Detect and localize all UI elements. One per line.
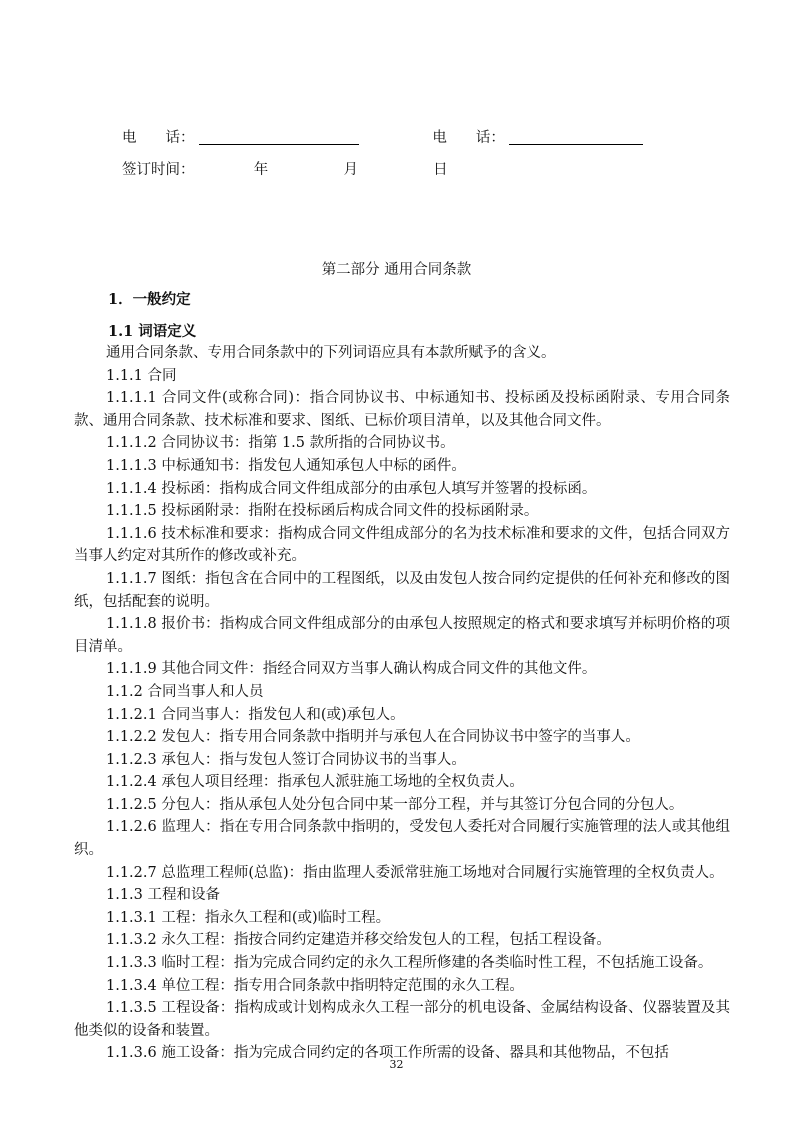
clause-paragraph: 1.1.1.8 报价书：指构成合同文件组成部分的由承包人按照规定的格式和要求填写并标明价格的项目清单。 — [74, 616, 730, 655]
clause-paragraph: 1.1.2.4 承包人项目经理：指承包人派驻施工场地的全权负责人。 — [106, 774, 524, 791]
clause-paragraph: 1.1.3.6 施工设备：指为完成合同约定的各项工作所需的设备、器具和其他物品，不包括 — [106, 1045, 669, 1062]
clause-paragraph: 通用合同条款、专用合同条款中的下列词语应具有本款所赋予的含义。 — [106, 345, 556, 361]
clause-paragraph: 1.1.1.6 技术标准和要求：指构成合同文件组成部分的名为技术标准和要求的文件，包括合同双方当事人约定对其所作的修改或补充。 — [74, 525, 730, 565]
clause-paragraph: 1.1.2 合同当事人和人员 — [106, 683, 264, 700]
month-label: 月 — [343, 162, 358, 178]
sign-date-label: 签订时间： — [122, 162, 195, 178]
clause-paragraph: 1.1.1.3 中标通知书：指发包人通知承包人中标的函件。 — [106, 457, 466, 474]
clause-paragraph: 1.1.3.4 单位工程：指专用合同条款中指明特定范围的永久工程。 — [106, 977, 524, 994]
clause-paragraph: 1.1.1.2 合同协议书：指第 1.5 款所指的合同协议书。 — [106, 435, 455, 452]
clause-paragraph: 1.1.2.3 承包人：指与发包人签订合同协议书的当事人。 — [106, 751, 466, 768]
clause-paragraph: 1.1.3.3 临时工程：指为完成合同约定的永久工程所修建的各类临时性工程，不包括施工设备。 — [106, 955, 713, 972]
phone-left-label: 电 话： — [122, 130, 195, 146]
clause-paragraph: 1.1.1.9 其他合同文件：指经合同双方当事人确认构成合同文件的其他文件。 — [106, 661, 597, 678]
clause-paragraph: 1.1.1 合同 — [106, 367, 177, 384]
clause-paragraph: 1.1.2.6 监理人：指在专用合同条款中指明的，受发包人委托对合同履行实施管理的法人或其他组织。 — [74, 819, 730, 859]
clause-paragraph: 1.1.2.2 发包人：指专用合同条款中指明并与承包人在合同协议书中签字的当事人。 — [106, 729, 640, 746]
year-label: 年 — [253, 162, 269, 178]
part-title: 第二部分 通用合同条款 — [321, 262, 472, 278]
phone-row — [122, 126, 643, 147]
clause-paragraph: 1.1.1.1 合同文件(或称合同)：指合同协议书、中标通知书、投标函及投标函附录、专用合同条款、通用合同条款、技术标准和要求、图纸、已标价项目清单，以及其他合同文件。 — [74, 390, 730, 429]
phone-right-blank — [509, 129, 643, 145]
clause-body — [74, 342, 730, 1065]
clause-paragraph: 1.1.1.7 图纸：指包含在合同中的工程图纸，以及由发包人按合同约定提供的任何补充和修改的图纸，包括配套的说明。 — [74, 570, 730, 610]
sign-date-row — [122, 158, 448, 179]
clause-paragraph: 1.1.2.7 总监理工程师(总监)：指由监理人委派常驻施工场地对合同履行实施管理的全权负责人。 — [106, 864, 724, 881]
clause-paragraph: 1.1.2.5 分包人：指从承包人处分包合同中某一部分工程，并与其签订分包合同的分包人。 — [106, 796, 684, 813]
clause-paragraph: 1.1.3 工程和设备 — [106, 887, 221, 904]
section-heading-1: 1．一般约定 — [108, 291, 191, 308]
phone-right-label: 电 话： — [432, 130, 505, 146]
day-label: 日 — [433, 162, 448, 178]
page-number: 32 — [389, 1058, 404, 1071]
clause-paragraph: 1.1.3.1 工程：指永久工程和(或)临时工程。 — [106, 909, 391, 926]
phone-left-blank — [199, 129, 359, 145]
clause-paragraph: 1.1.2.1 合同当事人：指发包人和(或)承包人。 — [106, 706, 405, 723]
clause-paragraph: 1.1.3.2 永久工程：指按合同约定建造并移交给发包人的工程，包括工程设备。 — [106, 932, 611, 949]
clause-paragraph: 1.1.3.5 工程设备：指构成或计划构成永久工程一部分的机电设备、金属结构设备、仪器装置及其他类似的设备和装置。 — [74, 1000, 730, 1039]
clause-paragraph: 1.1.1.4 投标函：指构成合同文件组成部分的由承包人填写并签署的投标函。 — [106, 480, 597, 497]
clause-paragraph: 1.1.1.5 投标函附录：指附在投标函后构成合同文件的投标函附录。 — [106, 503, 539, 520]
section-heading-1-1: 1.1 词语定义 — [108, 323, 197, 340]
